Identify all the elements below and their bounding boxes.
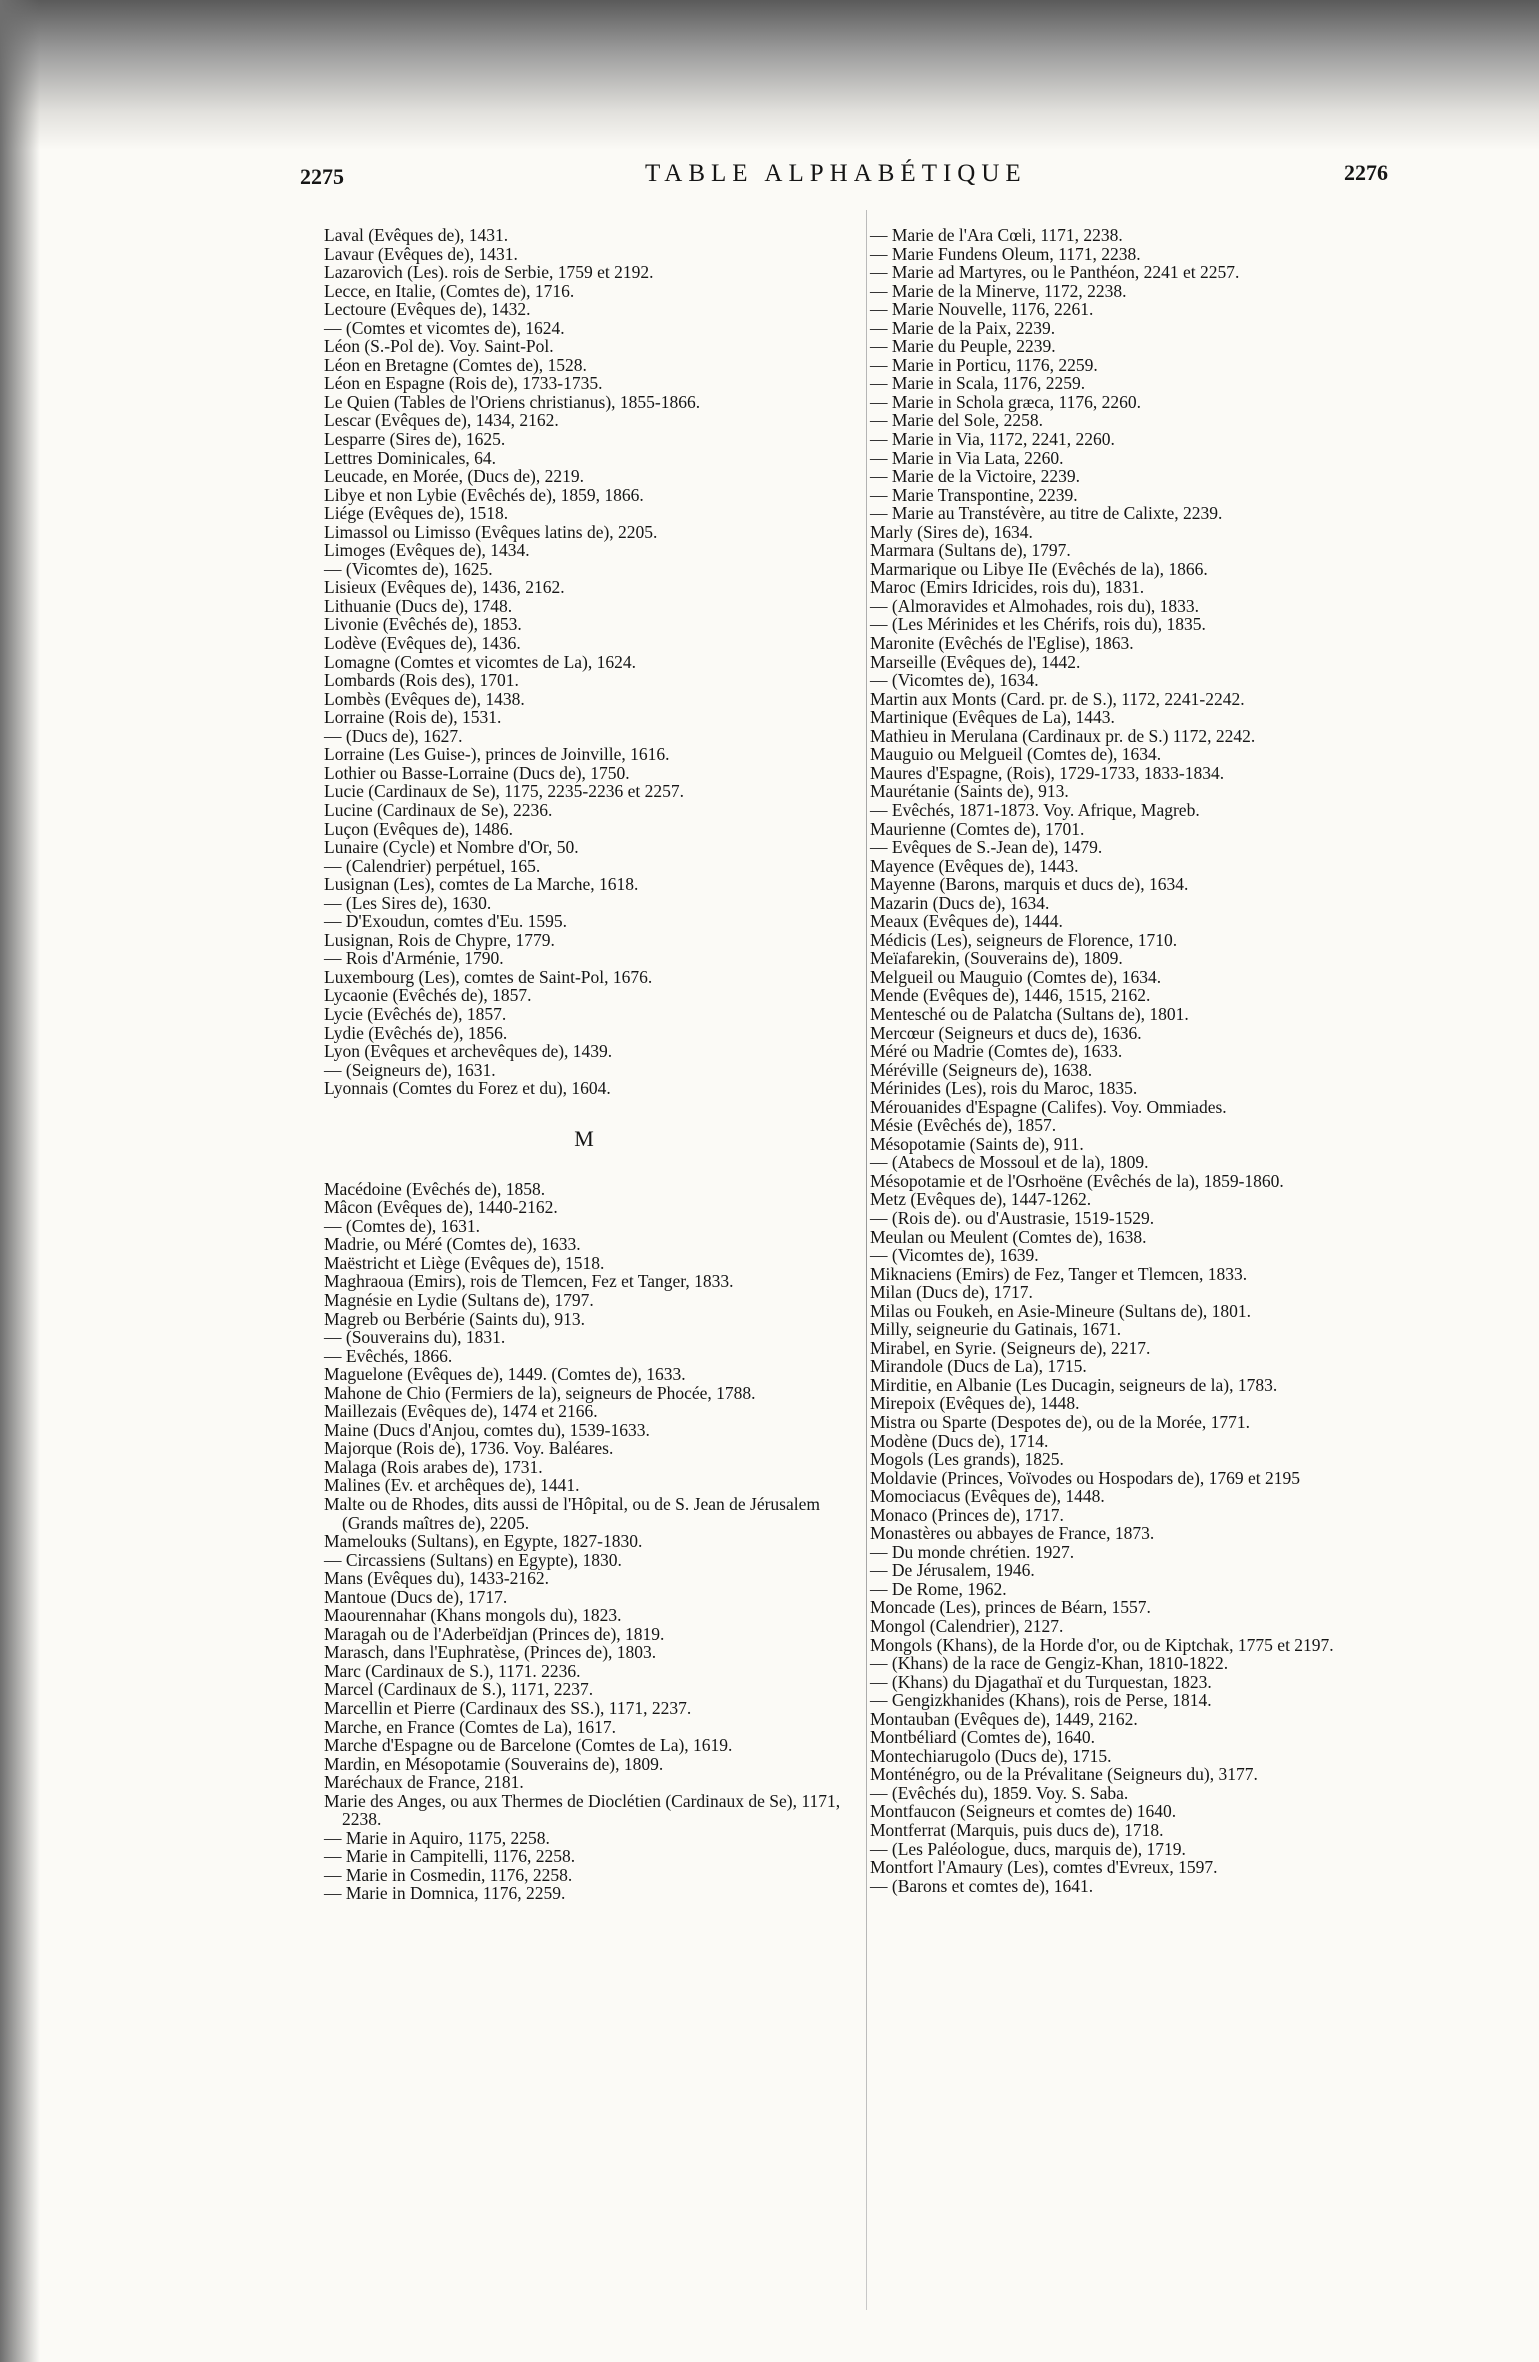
index-entry: — (Comtes et vicomtes de), 1624. [324,317,565,338]
index-entry: — (Souverains du), 1831. [324,1327,506,1348]
index-entry: Mésie (Evêchés de), 1857. [870,1115,1057,1136]
index-entry: — Rois d'Arménie, 1790. [324,948,504,969]
index-entry: Montfaucon (Seigneurs et comtes de) 1640. [870,1801,1177,1822]
index-entry: Montechiarugolo (Ducs de), 1715. [870,1745,1112,1766]
index-entry: Maillezais (Evêques de), 1474 et 2166. [324,1401,598,1422]
index-entry: Léon en Espagne (Rois de), 1733-1735. [324,373,603,394]
index-entry: Montbéliard (Comtes de), 1640. [870,1727,1096,1748]
left-column [324,226,864,1903]
index-entry: Malines (Ev. et archêques de), 1441. [324,1475,580,1496]
index-entry: Lectoure (Evêques de), 1432. [324,299,531,320]
index-entry: Mirandole (Ducs de La), 1715. [870,1356,1087,1377]
index-entry: Maguelone (Evêques de), 1449. (Comtes de), 1633. [324,1364,686,1385]
index-entry: Mamelouks (Sultans), en Egypte, 1827-1830. [324,1531,643,1552]
index-entry: Mardin, en Mésopotamie (Souverains de), 1809. [324,1753,664,1774]
index-entry: Mende (Evêques de), 1446, 1515, 2162. [870,985,1151,1006]
index-entry: Majorque (Rois de), 1736. Voy. Baléares. [324,1438,614,1459]
index-entry: Moldavie (Princes, Voïvodes ou Hospodars de), 1769 et 2195 [870,1467,1300,1488]
index-entry: Montfort l'Amaury (Les), comtes d'Evreux, 1597. [870,1857,1218,1878]
index-entry: Meaux (Evêques de), 1444. [870,911,1063,932]
index-entry: Meïafarekin, (Souverains de), 1809. [870,948,1123,969]
index-entry: Maurétanie (Saints de), 913. [870,781,1069,802]
index-entry: — Marie in Aquiro, 1175, 2258. [324,1827,550,1848]
index-entry: — (Khans) du Djagathaï et du Turquestan, 1823. [870,1671,1212,1692]
index-entry: Milly, seigneurie du Gatinais, 1671. [870,1319,1122,1340]
index-entry: Maghraoua (Emirs), rois de Tlemcen, Fez et Tanger, 1833. [324,1271,734,1292]
index-entry: Mogols (Les grands), 1825. [870,1449,1064,1470]
index-entry: Lazarovich (Les). rois de Serbie, 1759 et 2192. [324,262,654,283]
index-entry: — Marie in Domnica, 1176, 2259. [324,1883,566,1904]
index-entry: Miknaciens (Emirs) de Fez, Tanger et Tlemcen, 1833. [870,1263,1248,1284]
scan-top-shadow [0,0,1539,150]
index-entry: Lisieux (Evêques de), 1436, 2162. [324,577,565,598]
index-entry: Lescar (Evêques de), 1434, 2162. [324,410,559,431]
index-entry: Milas ou Foukeh, en Asie-Mineure (Sultans de), 1801. [870,1300,1252,1321]
index-entry: Marmara (Sultans de), 1797. [870,540,1071,561]
index-entry: Livonie (Evêchés de), 1853. [324,614,522,635]
index-entry: Lothier ou Basse-Lorraine (Ducs de), 1750. [324,762,630,783]
index-entry: Lettres Dominicales, 64. [324,447,497,468]
index-entry: — Evêchés, 1866. [324,1345,453,1366]
index-entry: — (Seigneurs de), 1631. [324,1059,496,1080]
index-entry: Mentesché ou de Palatcha (Sultans de), 1801. [870,1003,1189,1024]
index-entry: Lucine (Cardinaux de Se), 2236. [324,799,553,820]
index-entry: Modène (Ducs de), 1714. [870,1430,1049,1451]
index-entry: Mongols (Khans), de la Horde d'or, ou de Kiptchak, 1775 et 2197. [870,1634,1334,1655]
page-number-left: 2275 [300,164,344,189]
index-entry: Madrie, ou Méré (Comtes de), 1633. [324,1234,581,1255]
index-entry: Mayence (Evêques de), 1443. [870,855,1079,876]
index-entry: Mahone de Chio (Fermiers de la), seigneurs de Phocée, 1788. [324,1382,756,1403]
index-entry: — Marie de l'Ara Cœli, 1171, 2238. [870,225,1123,245]
index-entry: Maures d'Espagne, (Rois), 1729-1733, 1833-1834. [870,762,1225,783]
index-entry: Lodève (Evêques de), 1436. [324,633,521,654]
index-entry: Méré ou Madrie (Comtes de), 1633. [870,1041,1123,1062]
index-entry: — (Almoravides et Almohades, rois du), 1833. [870,595,1200,616]
index-entry: — Marie de la Paix, 2239. [870,317,1056,338]
index-entry: — (Vicomtes de), 1639. [870,1245,1039,1266]
index-entry: — Marie de la Minerve, 1172, 2238. [870,280,1127,301]
index-entry: Liége (Evêques de), 1518. [324,503,509,524]
index-entry: Limoges (Evêques de), 1434. [324,540,530,561]
index-entry: — Marie in Cosmedin, 1176, 2258. [324,1864,573,1885]
index-entry: — Marie au Transtévère, au titre de Calixte, 2239. [870,503,1223,524]
index-entry: Lorraine (Rois de), 1531. [324,707,502,728]
page-number-right: 2276 [1344,160,1388,185]
index-entry: Marly (Sires de), 1634. [870,521,1033,542]
index-entry: Luxembourg (Les), comtes de Saint-Pol, 1676. [324,966,653,987]
index-entry: — (Evêchés du), 1859. Voy. S. Saba. [870,1782,1129,1803]
index-entry: Lusignan (Les), comtes de La Marche, 1618. [324,874,639,895]
index-entry: — (Ducs de), 1627. [324,725,463,746]
index-entry: Mérinides (Les), rois du Maroc, 1835. [870,1078,1138,1099]
index-entry: Lunaire (Cycle) et Nombre d'Or, 50. [324,837,579,858]
index-list-l [324,226,864,1098]
index-list-m [324,1180,864,1903]
index-entry: Lombards (Rois des), 1701. [324,670,519,691]
index-entry: — (Rois de). ou d'Austrasie, 1519-1529. [870,1207,1155,1228]
index-entry: Mistra ou Sparte (Despotes de), ou de la Morée, 1771. [870,1412,1251,1432]
index-entry: Monastères ou abbayes de France, 1873. [870,1523,1155,1544]
index-entry: — Marie in Via Lata, 2260. [870,447,1064,468]
index-entry: — Marie in Scala, 1176, 2259. [870,373,1086,394]
index-entry: Maëstricht et Liège (Evêques de), 1518. [324,1252,605,1273]
index-entry: Lycie (Evêchés de), 1857. [324,1003,507,1024]
index-entry: — D'Exoudun, comtes d'Eu. 1595. [324,911,568,932]
index-entry: — Evêchés, 1871-1873. Voy. Afrique, Magreb. [870,799,1200,820]
index-entry: Mâcon (Evêques de), 1440-2162. [324,1197,558,1218]
index-entry: Martinique (Evêques de La), 1443. [870,707,1115,728]
index-entry: Limassol ou Limisso (Evêques latins de), 2205. [324,521,658,542]
index-entry: — Marie Fundens Oleum, 1171, 2238. [870,243,1141,264]
index-entry: Marie des Anges, ou aux Thermes de Dioclétien (Cardinaux de Se), 1171, 2238. [324,1790,841,1830]
index-entry: Lyonnais (Comtes du Forez et du), 1604. [324,1078,611,1099]
index-entry: Malaga (Rois arabes de), 1731. [324,1456,543,1477]
index-entry: Léon (S.-Pol de). Voy. Saint-Pol. [324,336,554,357]
index-entry: Marseille (Evêques de), 1442. [870,651,1081,672]
index-entry: Monténégro, ou de la Prévalitane (Seigneurs du), 3177. [870,1764,1258,1785]
index-entry: — Marie de la Victoire, 2239. [870,466,1081,487]
index-entry: — Marie del Sole, 2258. [870,410,1044,431]
index-entry: Lorraine (Les Guise-), princes de Joinville, 1616. [324,744,670,765]
index-entry: Maine (Ducs d'Anjou, comtes du), 1539-1633. [324,1419,650,1440]
index-entry: Lomagne (Comtes et vicomtes de La), 1624. [324,651,637,672]
index-entry: — (Khans) de la race de Gengiz-Khan, 1810-1822. [870,1653,1229,1674]
index-entry: — (Les Paléologue, ducs, marquis de), 1719. [870,1838,1186,1859]
index-entry: Mauguio ou Melgueil (Comtes de), 1634. [870,744,1162,765]
page-title: TABLE ALPHABÉTIQUE [645,160,1027,187]
index-entry: Lombès (Evêques de), 1438. [324,688,525,709]
index-entry: Lusignan, Rois de Chypre, 1779. [324,929,555,950]
index-entry: Mirabel, en Syrie. (Seigneurs de), 2217. [870,1337,1151,1358]
index-entry: Maréchaux de France, 2181. [324,1772,524,1793]
index-entry: Mérouanides d'Espagne (Califes). Voy. Ommiades. [870,1096,1227,1117]
index-entry: Lesparre (Sires de), 1625. [324,429,506,450]
index-entry: Moncade (Les), princes de Béarn, 1557. [870,1597,1151,1618]
index-entry: Lycaonie (Evêchés de), 1857. [324,985,532,1006]
index-entry: Marche, en France (Comtes de La), 1617. [324,1716,617,1737]
index-entry: — Marie in Schola græca, 1176, 2260. [870,391,1142,412]
index-entry: Le Quien (Tables de l'Oriens christianus), 1855-1866. [324,391,701,412]
index-entry: — (Les Mérinides et les Chérifs, rois du), 1835. [870,614,1206,635]
index-entry: Metz (Evêques de), 1447-1262. [870,1189,1092,1210]
section-letter: M [574,1125,594,1151]
index-entry: — Evêques de S.-Jean de), 1479. [870,837,1103,858]
index-entry: Mongol (Calendrier), 2127. [870,1616,1064,1637]
index-entry: — (Barons et comtes de), 1641. [870,1875,1094,1896]
index-entry: — Marie Transpontine, 2239. [870,484,1078,505]
index-entry: Maronite (Evêchés de l'Eglise), 1863. [870,633,1134,654]
index-entry: — Marie in Porticu, 1176, 2259. [870,354,1098,375]
index-entry: Mésopotamie et de l'Osrhoëne (Evêchés de la), 1859-1860. [870,1170,1284,1191]
index-entry: — Marie du Peuple, 2239. [870,336,1056,357]
column-divider [866,210,867,2310]
index-entry: Momociacus (Evêques de), 1448. [870,1486,1105,1507]
index-entry: Montferrat (Marquis, puis ducs de), 1718. [870,1820,1164,1841]
index-entry: Martin aux Monts (Card. pr. de S.), 1172, 2241-2242. [870,688,1245,709]
index-entry: Monaco (Princes de), 1717. [870,1504,1064,1525]
index-entry: Maourennahar (Khans mongols du), 1823. [324,1605,622,1626]
right-column [870,226,1430,1895]
index-entry: Lavaur (Evêques de), 1431. [324,243,518,264]
index-entry: Mésopotamie (Saints de), 911. [870,1133,1084,1154]
index-entry: Marcellin et Pierre (Cardinaux des SS.), 1171, 2237. [324,1698,692,1719]
index-entry: Marche d'Espagne ou de Barcelone (Comtes de La), 1619. [324,1735,733,1756]
index-entry: — (Comtes de), 1631. [324,1215,481,1236]
index-entry: Lecce, en Italie, (Comtes de), 1716. [324,280,575,301]
index-entry: Lucie (Cardinaux de Se), 1175, 2235-2236 et 2257. [324,781,684,802]
index-entry: Malte ou de Rhodes, dits aussi de l'Hôpital, ou de S. Jean de Jérusalem (Grands maîtres de), 2205. [324,1494,820,1533]
index-entry: Melgueil ou Mauguio (Comtes de), 1634. [870,966,1162,987]
index-entry: Mantoue (Ducs de), 1717. [324,1586,508,1607]
index-entry: Méréville (Seigneurs de), 1638. [870,1059,1093,1080]
index-entry: Milan (Ducs de), 1717. [870,1282,1033,1303]
index-entry: Mirepoix (Evêques de), 1448. [870,1393,1080,1414]
index-entry: Lithuanie (Ducs de), 1748. [324,595,513,616]
index-entry: Mirditie, en Albanie (Les Ducagin, seigneurs de la), 1783. [870,1374,1278,1395]
index-entry: Montauban (Evêques de), 1449, 2162. [870,1708,1138,1729]
index-entry: Maragah ou de l'Aderbeïdjan (Princes de), 1819. [324,1623,665,1644]
index-entry: Libye et non Lybie (Evêchés de), 1859, 1866. [324,484,644,505]
index-entry: — Circassiens (Sultans) en Egypte), 1830. [324,1549,622,1570]
scan-left-shadow [0,0,40,2362]
index-entry: — Marie ad Martyres, ou le Panthéon, 2241 et 2257. [870,262,1240,283]
index-entry: — (Vicomtes de), 1625. [324,558,493,579]
index-entry: Luçon (Evêques de), 1486. [324,818,514,839]
index-entry: — (Les Sires de), 1630. [324,892,492,913]
index-entry: Médicis (Les), seigneurs de Florence, 1710. [870,929,1178,950]
index-entry: — Marie in Campitelli, 1176, 2258. [324,1846,576,1867]
index-entry: Magnésie en Lydie (Sultans de), 1797. [324,1289,594,1310]
index-entry: Mathieu in Merulana (Cardinaux pr. de S.) 1172, 2242. [870,725,1256,746]
index-entry: Mans (Evêques du), 1433-2162. [324,1568,550,1589]
index-entry: — Marie Nouvelle, 1176, 2261. [870,299,1094,320]
index-entry: — Gengizkhanides (Khans), rois de Perse, 1814. [870,1690,1212,1711]
index-entry: — Du monde chrétien. 1927. [870,1541,1075,1562]
index-entry: Mazarin (Ducs de), 1634. [870,892,1050,913]
index-entry: Marcel (Cardinaux de S.), 1171, 2237. [324,1679,594,1700]
index-entry: Macédoine (Evêchés de), 1858. [324,1178,546,1199]
index-entry: Meulan ou Meulent (Comtes de), 1638. [870,1226,1147,1247]
index-entry: Leucade, en Morée, (Ducs de), 2219. [324,466,584,487]
index-entry: Lydie (Evêchés de), 1856. [324,1022,508,1043]
index-entry: Mayenne (Barons, marquis et ducs de), 1634. [870,874,1189,895]
index-entry: — (Calendrier) perpétuel, 165. [324,855,541,876]
index-entry: — Marie in Via, 1172, 2241, 2260. [870,429,1115,450]
index-entry: Lyon (Evêques et archevêques de), 1439. [324,1041,613,1062]
index-entry: Laval (Evêques de), 1431. [324,225,509,245]
index-entry: Mercœur (Seigneurs et ducs de), 1636. [870,1022,1142,1043]
index-entry: — De Jérusalem, 1946. [870,1560,1035,1581]
page-header [0,152,1539,192]
index-entry: — (Atabecs de Mossoul et de la), 1809. [870,1152,1149,1173]
index-entry: Magreb ou Berbérie (Saints du), 913. [324,1308,585,1329]
index-entry: Maurienne (Comtes de), 1701. [870,818,1085,839]
index-entry: Maroc (Emirs Idricides, rois du), 1831. [870,577,1145,598]
index-entry: — De Rome, 1962. [870,1578,1007,1599]
index-entry: Marc (Cardinaux de S.), 1171. 2236. [324,1660,581,1681]
index-entry: Léon en Bretagne (Comtes de), 1528. [324,354,587,375]
index-entry: Marmarique ou Libye IIe (Evêchés de la), 1866. [870,558,1208,579]
index-list-m-continued [870,226,1430,1895]
index-entry: — (Vicomtes de), 1634. [870,670,1039,691]
index-entry: Marasch, dans l'Euphratèse, (Princes de), 1803. [324,1642,657,1663]
